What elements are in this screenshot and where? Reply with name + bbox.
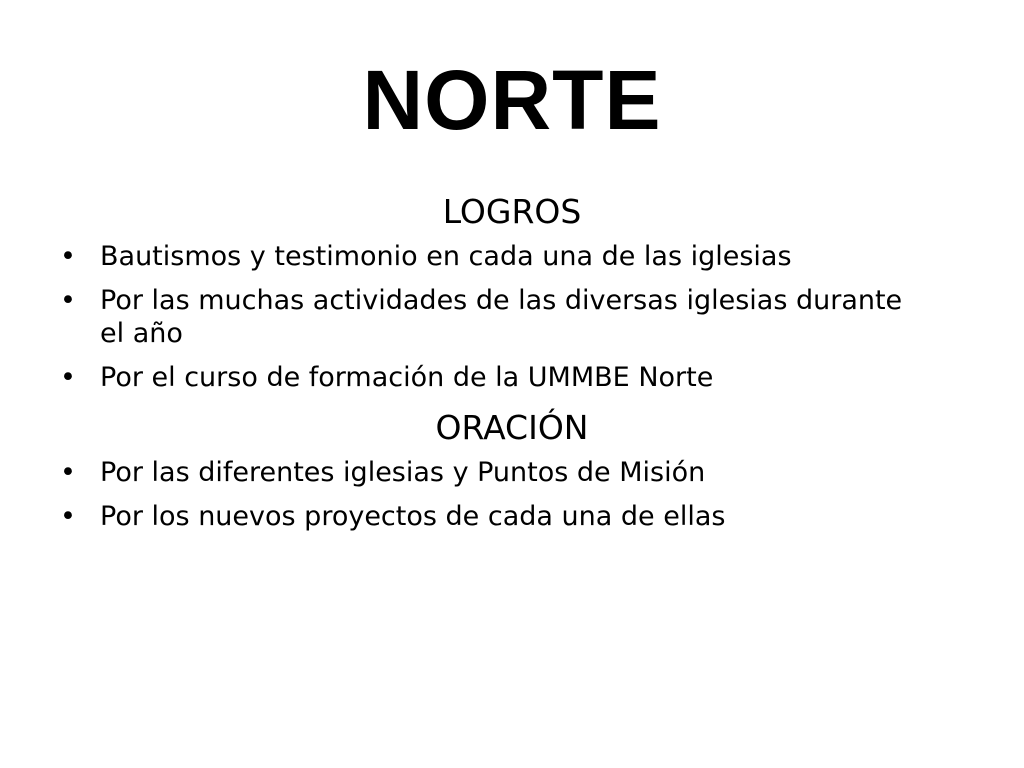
list-item [60,240,920,273]
list-item [60,500,920,533]
section-heading-logros: LOGROS [442,192,582,231]
bullet-icon: • [60,241,76,272]
bullet-icon: • [60,362,76,393]
list-item-text: Por las muchas actividades de las diversas iglesias durante el año [100,285,903,349]
bullet-list-logros [60,240,960,394]
bullet-icon: • [60,457,76,488]
bullet-list-oracion [60,456,960,533]
slide-body [60,190,960,544]
list-item [60,361,920,394]
bullet-icon: • [60,501,76,532]
list-item [60,456,920,489]
list-item [60,284,920,350]
slide-title: NORTE [362,53,662,147]
list-item-text: Por las diferentes iglesias y Puntos de Misión [100,457,706,488]
bullet-icon: • [60,285,76,316]
list-item-text: Por los nuevos proyectos de cada una de ellas [100,501,726,532]
list-item-text: Por el curso de formación de la UMMBE Norte [100,362,714,393]
section-heading-oracion: ORACIÓN [435,408,589,447]
list-item-text: Bautismos y testimonio en cada una de las iglesias [100,241,792,272]
